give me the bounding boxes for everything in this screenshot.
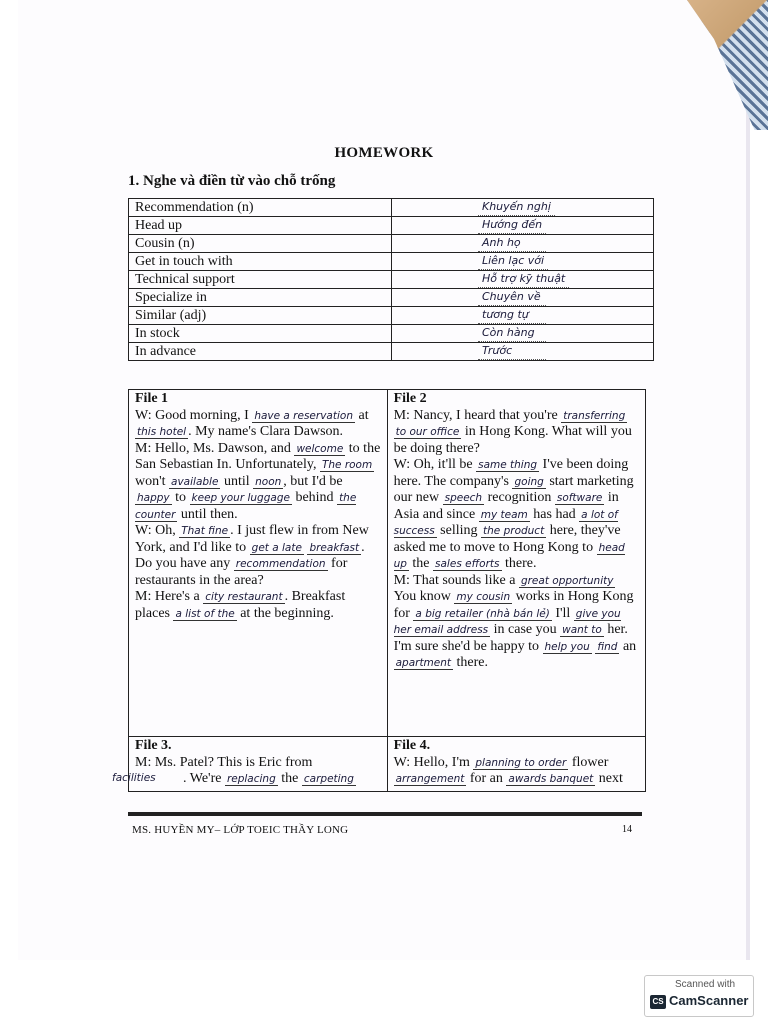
filled-blank: have a reservation xyxy=(254,409,353,422)
filled-blank: welcome xyxy=(296,442,344,455)
filled-blank: sales efforts xyxy=(435,558,500,570)
text: in Asia and since xyxy=(393,490,619,522)
filled-blank: the counter xyxy=(135,492,357,521)
vocab-term: Specialize in xyxy=(129,289,392,307)
filled-blank: city restaurant xyxy=(205,591,283,603)
vocab-answer: tương tự xyxy=(478,307,546,324)
text: has had xyxy=(529,506,580,522)
file-2-heading: File 2 xyxy=(393,391,427,406)
text: M: That sounds like a xyxy=(393,572,519,588)
footer-text: MS. HUYỀN MY– LỚP TOEIC THẦY LONG xyxy=(132,824,349,836)
file-4-heading: File 4. xyxy=(393,738,431,753)
watermark-caption: Scanned with xyxy=(675,979,736,990)
vocab-term: Recommendation (n) xyxy=(129,199,392,217)
text: , but I'd be xyxy=(283,473,343,489)
vocab-row xyxy=(129,325,654,343)
filled-blank: breakfast xyxy=(309,541,360,554)
vocab-term: Get in touch with xyxy=(129,253,392,271)
vocab-answer-cell xyxy=(392,271,654,289)
filled-blank: head up xyxy=(393,541,625,570)
text: her. I'm sure she'd be happy to xyxy=(393,622,628,654)
file-1-heading: File 1 xyxy=(135,391,169,406)
text: until xyxy=(220,473,254,489)
text: an xyxy=(619,638,637,654)
vocab-answer-cell xyxy=(392,217,654,235)
vocab-answer-cell xyxy=(392,289,654,307)
text: to xyxy=(171,490,190,505)
vocab-term: Technical support xyxy=(129,271,392,289)
vocab-answer-cell xyxy=(392,235,654,253)
text: W: Good morning, I xyxy=(135,407,253,423)
text: for an xyxy=(466,771,507,786)
text: . My name's Clara Dawson. xyxy=(188,424,344,439)
text: there. xyxy=(501,556,537,571)
filled-blank: transferring xyxy=(563,409,626,422)
text: works in Hong Kong for xyxy=(393,589,634,621)
filled-blank: available xyxy=(171,475,219,488)
vocab-answer-cell xyxy=(392,325,654,343)
exercise-heading: 1. Nghe và điền từ vào chỗ trống xyxy=(128,173,336,189)
vocab-row xyxy=(129,235,654,253)
text: M: Here's a xyxy=(135,589,204,604)
vocab-term: Cousin (n) xyxy=(129,235,392,253)
file-4-cell xyxy=(387,737,645,792)
vocab-term: In stock xyxy=(129,325,392,343)
filled-blank: arrangement xyxy=(395,773,465,785)
filled-blank: give you her email address xyxy=(393,607,621,636)
text: there. xyxy=(453,655,489,670)
text: behind xyxy=(291,490,338,505)
vocab-answer: Anh họ xyxy=(478,235,546,252)
text: in case you xyxy=(490,622,561,637)
vocab-row xyxy=(129,289,654,307)
filled-blank-margin: facilities xyxy=(112,772,156,784)
vocab-answer: Hướng đến xyxy=(478,217,546,234)
text: . We're xyxy=(183,771,225,786)
vocab-answer: Liên lạc với xyxy=(478,253,548,270)
filled-blank: find xyxy=(597,640,618,653)
text: the xyxy=(277,771,302,786)
camscanner-watermark xyxy=(644,975,754,1017)
vocab-term: Head up xyxy=(129,217,392,235)
text: I've been doing here. The company's xyxy=(393,457,629,489)
camscanner-logo-icon: CS xyxy=(650,995,666,1009)
text: W: Hello, I'm xyxy=(393,754,474,770)
filled-blank: software xyxy=(556,492,603,504)
text: at the beginning. xyxy=(236,605,334,621)
text: at xyxy=(354,407,369,423)
filled-blank: great opportunity xyxy=(520,574,614,587)
vocab-answer-cell xyxy=(392,343,654,361)
text: to the San Sebastian In. Unfortunately, xyxy=(135,440,381,472)
filled-blank: same thing xyxy=(478,459,538,471)
vocabulary-table xyxy=(128,198,654,361)
vocab-term: In advance xyxy=(129,343,392,361)
text: here, they've asked me to move to Hong Kong to xyxy=(393,523,621,555)
text: . I just flew in from New York, and I'd like to xyxy=(135,523,369,555)
vocab-row xyxy=(129,253,654,271)
vocab-answer: Hỗ trợ kỹ thuật xyxy=(478,271,569,288)
vocab-row xyxy=(129,199,654,217)
page-number: 14 xyxy=(622,824,632,835)
filled-blank: my team xyxy=(480,508,528,521)
text: . Do you have any xyxy=(135,539,365,571)
filled-blank: awards banquet xyxy=(508,773,594,785)
file-3-cell xyxy=(129,737,388,792)
file-3-heading: File 3. xyxy=(135,738,172,753)
text: W: Oh, xyxy=(135,523,180,538)
watermark-brand: CamScanner xyxy=(669,993,749,1008)
vocab-answer: Trước xyxy=(478,343,546,360)
vocab-row xyxy=(129,271,654,289)
text: . Breakfast places xyxy=(135,589,346,621)
text: M: Hello, Ms. Dawson, and xyxy=(135,440,295,456)
filled-blank: recommendation xyxy=(235,558,326,570)
filled-blank: carpeting xyxy=(303,773,354,785)
filled-blank: help you xyxy=(544,640,590,653)
footer-rule xyxy=(128,812,642,816)
text: next xyxy=(595,771,623,786)
filled-blank: a list of the xyxy=(175,607,235,620)
text: won't xyxy=(135,473,170,489)
text: M: Ms. Patel? This is Eric from xyxy=(135,754,313,770)
text: flower xyxy=(568,754,609,770)
text: selling xyxy=(436,523,482,538)
filled-blank: the product xyxy=(483,525,545,537)
filled-blank: speech xyxy=(444,492,483,504)
filled-blank: keep your luggage xyxy=(191,492,290,504)
vocab-row xyxy=(129,343,654,361)
vocab-answer-cell xyxy=(392,199,654,217)
filled-blank: this hotel xyxy=(137,426,187,438)
filled-blank: apartment xyxy=(395,657,452,669)
filled-blank: planning to order xyxy=(475,756,567,769)
filled-blank: to our office xyxy=(395,426,460,438)
text: M: Nancy, I heard that you're xyxy=(393,407,562,423)
vocab-term: Similar (adj) xyxy=(129,307,392,325)
page-title: HOMEWORK xyxy=(334,145,434,161)
text: in Hong Kong. What will you be doing there? xyxy=(393,424,632,456)
vocab-row xyxy=(129,307,654,325)
vocab-row xyxy=(129,217,654,235)
text: until then. xyxy=(177,506,238,522)
vocab-answer-cell xyxy=(392,253,654,271)
vocab-answer: Còn hàng xyxy=(478,325,546,342)
vocab-answer: Chuyên về xyxy=(478,289,546,306)
filled-blank: my cousin xyxy=(456,591,511,603)
text: recognition xyxy=(484,490,555,505)
filled-blank: That fine xyxy=(181,525,229,537)
filled-blank: noon xyxy=(255,475,282,488)
text: W: Oh, it'll be xyxy=(393,457,477,472)
text: the xyxy=(408,556,434,571)
vocab-answer-cell xyxy=(392,307,654,325)
text: start marketing our new xyxy=(393,473,634,505)
filled-blank: replacing xyxy=(226,773,276,785)
filled-blank: a lot of success xyxy=(393,508,618,537)
filled-blank: The room xyxy=(321,459,373,471)
filled-blank: get a late xyxy=(251,541,302,554)
vocab-answer: Khuyến nghị xyxy=(478,199,555,216)
page-edge xyxy=(746,0,750,960)
text: for restaurants in the area? xyxy=(135,556,348,588)
file-1-cell xyxy=(129,390,388,737)
file-2-cell xyxy=(387,390,645,737)
filled-blank: a big retailer (nhà bán lẻ) xyxy=(415,607,550,620)
filled-blank: happy xyxy=(137,492,170,504)
listening-files-table xyxy=(128,389,646,792)
filled-blank: want to xyxy=(562,624,602,636)
filled-blank: going xyxy=(514,475,544,488)
text: You know xyxy=(393,589,455,604)
text: I'll xyxy=(551,605,574,621)
